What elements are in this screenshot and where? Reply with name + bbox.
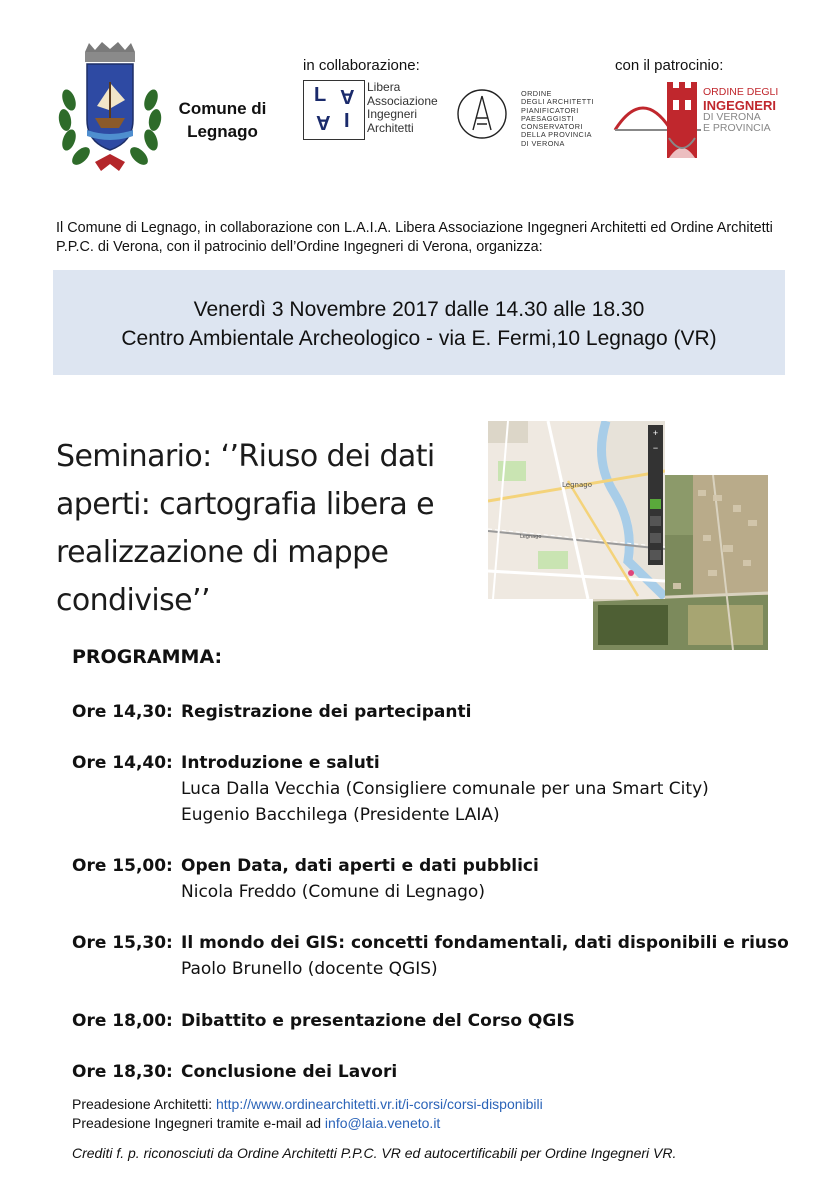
laia-letter-a: A: [340, 85, 355, 107]
oa-line-1: ORDINE: [521, 89, 552, 98]
ordine-ingegneri-name: [703, 87, 778, 135]
ordine-ingegneri-logo: [613, 78, 703, 160]
seminar-title: Seminario: ‘’Riuso dei dati aperti: cartografia libera e realizzazione di mappe condivise’’: [56, 439, 435, 618]
program-time: Ore 14,40:: [72, 753, 173, 773]
event-date: Venerdì 3 Novembre 2017 dalle 14.30 alle 18.30: [193, 298, 645, 321]
comune-name: Comune di Legnago: [178, 99, 267, 141]
oi-line-3: DI VERONA: [703, 110, 761, 123]
laia-logo: [303, 80, 365, 140]
program-speaker: Paolo Brunello (docente QGIS): [181, 959, 438, 979]
oa-line-2: DEGLI ARCHITETTI: [521, 97, 594, 107]
program-speaker: Nicola Freddo (Comune di Legnago): [181, 882, 485, 902]
laia-letter-l: L: [314, 84, 327, 106]
event-venue: Centro Ambientale Archeologico - via E. Fermi,10 Legnago (VR): [121, 327, 717, 350]
preadesione-ingegneri: [72, 1115, 440, 1131]
laia-line-2: Associazione: [367, 93, 438, 108]
program-time: Ore 15,00:: [72, 856, 173, 876]
program-title: Introduzione e saluti: [181, 753, 380, 773]
oa-line-3: PIANIFICATORI: [521, 105, 579, 115]
patronage-label: con il patrocinio:: [615, 57, 724, 74]
svg-text:−: −: [652, 443, 659, 453]
program-title: Open Data, dati aperti e dati pubblici: [181, 856, 539, 876]
program-heading: PROGRAMMA:: [72, 646, 223, 668]
oa-line-6: DELLA PROVINCIA: [521, 130, 592, 140]
laia-line-3: Ingegneri: [367, 107, 418, 121]
map-label-legnago: Legnago: [562, 481, 592, 489]
map-label-station: Legnago: [520, 534, 542, 540]
preadesione-architetti-label: Preadesione Architetti:: [72, 1096, 213, 1112]
preadesione-architetti: [72, 1096, 543, 1112]
program-title: Registrazione dei partecipanti: [181, 702, 472, 722]
oa-line-7: DI VERONA: [521, 138, 565, 148]
oa-line-5: CONSERVATORI: [521, 122, 583, 132]
oa-line-4: PAESAGGISTI: [521, 113, 574, 123]
laia-name: [367, 81, 438, 135]
laia-letter-a2: A: [316, 111, 331, 133]
program-time: Ore 18,30:: [72, 1062, 173, 1082]
oi-line-4: E PROVINCIA: [703, 122, 771, 134]
event-date-box: [53, 270, 785, 375]
program-time: Ore 15,30:: [72, 933, 173, 953]
oi-line-1: ORDINE DEGLI: [703, 86, 779, 98]
preadesione-ingegneri-label: Preadesione Ingegneri tramite e-mail ad: [72, 1115, 322, 1131]
ordine-architetti-logo: [456, 88, 508, 140]
program-title: Dibattito e presentazione del Corso QGIS: [181, 1011, 575, 1031]
laia-line-4: Architetti: [367, 120, 414, 135]
oi-line-2: INGEGNERI: [703, 97, 776, 113]
credits-note: Crediti f. p. riconosciuti da Ordine Architetti P.P.C. VR ed autocertificabili per Ordine Ingegneri VR.: [72, 1145, 677, 1161]
collaboration-label: in collaborazione:: [303, 57, 420, 74]
street-map-image: [488, 421, 665, 599]
ordine-architetti-name: [521, 90, 594, 148]
preadesione-architetti-link[interactable]: http://www.ordinearchitetti.vr.it/i-corsi/corsi-disponibili: [215, 1096, 543, 1112]
laia-line-1: Libera: [367, 80, 401, 94]
program-speaker: Eugenio Bacchilega (Presidente LAIA): [181, 805, 500, 825]
preadesione-ingegneri-email[interactable]: info@laia.veneto.it: [324, 1115, 441, 1131]
comune-legnago-crest: [55, 40, 165, 175]
program-speaker: Luca Dalla Vecchia (Consigliere comunale per una Smart City): [181, 779, 709, 799]
laia-letter-i: I: [344, 110, 350, 132]
map-toolbar: [648, 425, 663, 565]
svg-text:+: +: [652, 428, 659, 438]
intro-paragraph: Il Comune di Legnago, in collaborazione con L.A.I.A. Libera Associazione Ingegneri Architetti ed Ordine Architetti P.P.C. di Verona, con il patrocinio dell’Ordine Ingegneri di Verona, organizza:: [56, 220, 773, 255]
program-title: Il mondo dei GIS: concetti fondamentali, dati disponibili e riuso: [181, 933, 789, 953]
program-time: Ore 14,30:: [72, 702, 173, 722]
program-time: Ore 18,00:: [72, 1011, 173, 1031]
program-title: Conclusione dei Lavori: [181, 1062, 398, 1082]
